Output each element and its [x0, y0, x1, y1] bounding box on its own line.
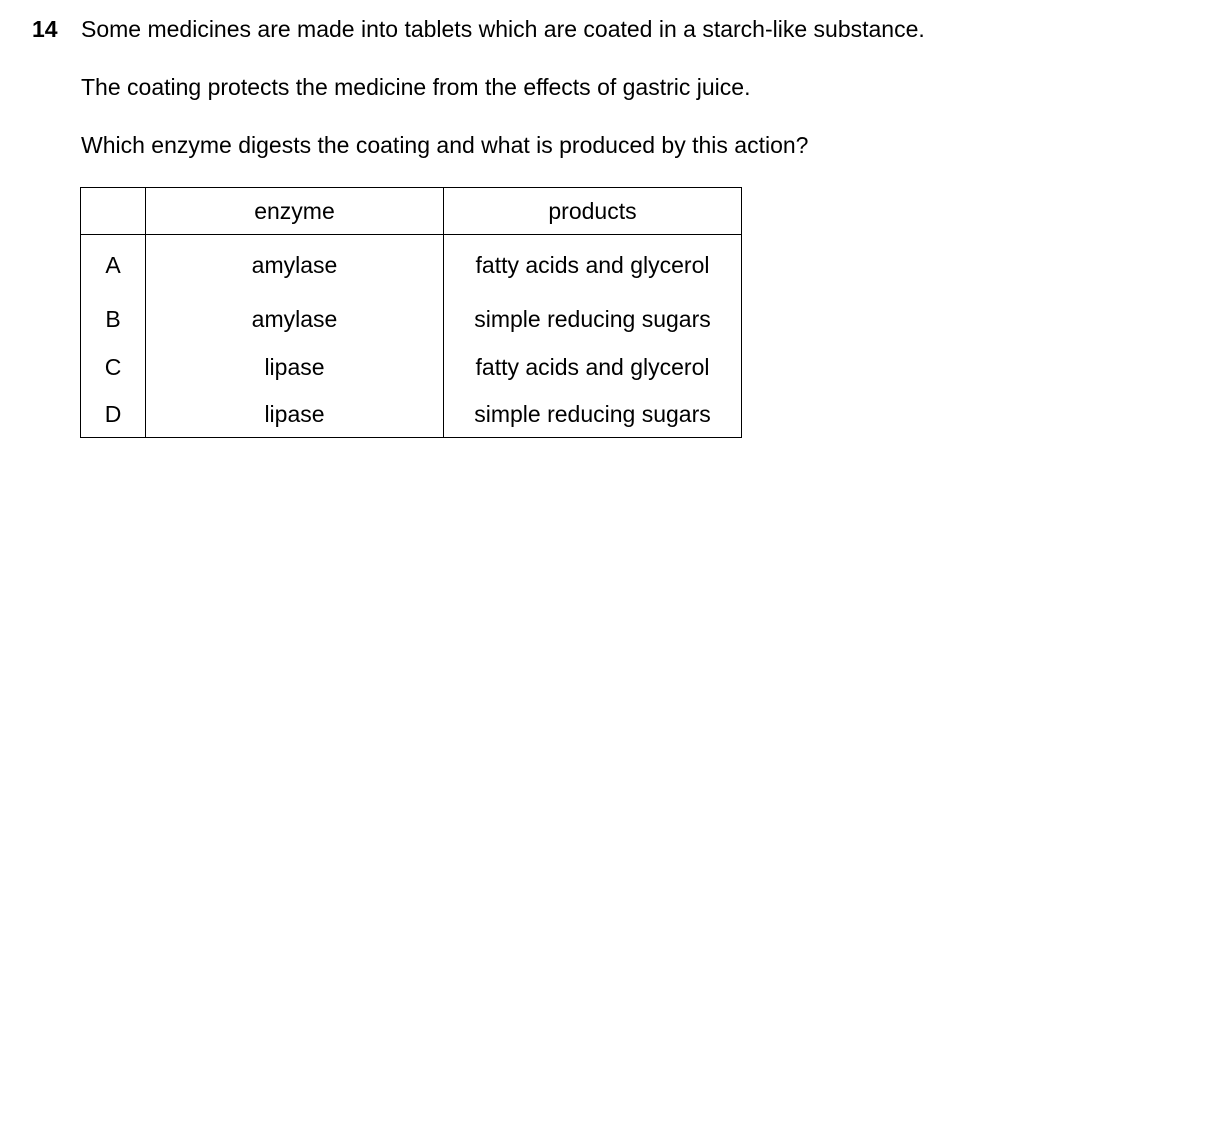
option-row-d[interactable]: [81, 391, 742, 438]
answer-options-table: [80, 187, 742, 438]
option-enzyme: lipase: [146, 391, 444, 438]
option-products: fatty acids and glycerol: [444, 235, 742, 296]
option-row-b[interactable]: [81, 295, 742, 343]
option-letter[interactable]: D: [81, 391, 146, 438]
question-stem-line-1: Some medicines are made into tablets which are coated in a starch-like substance.: [81, 16, 925, 42]
header-letter-cell: [81, 188, 146, 235]
option-row-c[interactable]: [81, 343, 742, 391]
question-stem-line-2: The coating protects the medicine from the effects of gastric juice.: [81, 74, 751, 100]
header-products: products: [444, 188, 742, 235]
option-letter[interactable]: B: [81, 295, 146, 343]
option-products: fatty acids and glycerol: [444, 343, 742, 391]
option-letter[interactable]: A: [81, 235, 146, 296]
header-enzyme: enzyme: [146, 188, 444, 235]
option-letter[interactable]: C: [81, 343, 146, 391]
question-number: 14: [32, 16, 58, 42]
question-prompt: Which enzyme digests the coating and what is produced by this action?: [81, 132, 809, 158]
option-enzyme: amylase: [146, 235, 444, 296]
option-products: simple reducing sugars: [444, 295, 742, 343]
option-products: simple reducing sugars: [444, 391, 742, 438]
option-enzyme: lipase: [146, 343, 444, 391]
option-row-a[interactable]: [81, 235, 742, 296]
option-enzyme: amylase: [146, 295, 444, 343]
table-header-row: [81, 188, 742, 235]
